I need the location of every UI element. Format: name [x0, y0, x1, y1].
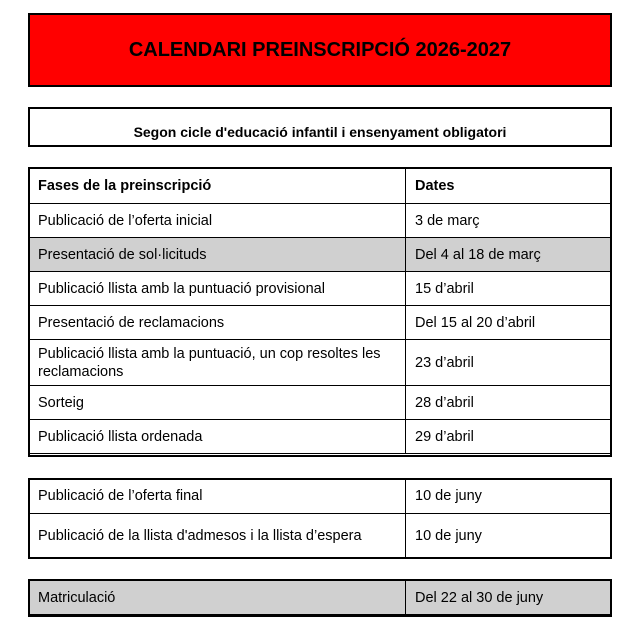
table-row: [29, 204, 612, 238]
header-phases: Fases de la preinscripció: [29, 168, 406, 204]
date-cell: Del 4 al 18 de març: [406, 238, 612, 272]
table-row: [29, 479, 612, 514]
phase-cell: Publicació de l’oferta final: [29, 479, 406, 514]
table-row: [29, 238, 612, 272]
table-header-row: [29, 168, 612, 204]
date-cell: Del 22 al 30 de juny: [406, 580, 612, 617]
date-cell: 29 d’abril: [406, 420, 612, 454]
table-row: [29, 272, 612, 306]
enrollment-table: [28, 579, 612, 617]
date-cell: 10 de juny: [406, 479, 612, 514]
date-cell: Del 15 al 20 d’abril: [406, 306, 612, 340]
final-offer-table: [28, 478, 612, 559]
page-subtitle: Segon cicle d'educació infantil i ensenyament obligatori: [133, 124, 507, 140]
phase-cell: Publicació de l’oferta inicial: [29, 204, 406, 238]
header-dates: Dates: [406, 168, 612, 204]
title-banner: [28, 13, 612, 87]
date-cell: 15 d’abril: [406, 272, 612, 306]
phase-cell: Publicació llista amb la puntuació, un cop resoltes les reclamacions: [29, 340, 406, 386]
phase-cell: Presentació de reclamacions: [29, 306, 406, 340]
phase-cell: Publicació de la llista d'admesos i la llista d’espera: [29, 514, 406, 559]
table-row: [29, 306, 612, 340]
date-cell: 10 de juny: [406, 514, 612, 559]
schedule-table: [28, 167, 612, 454]
phase-cell: Publicació llista ordenada: [29, 420, 406, 454]
date-cell: 3 de març: [406, 204, 612, 238]
phase-cell: Sorteig: [29, 386, 406, 420]
table-row: [29, 580, 612, 617]
date-cell: 28 d’abril: [406, 386, 612, 420]
phase-cell: Presentació de sol·licituds: [29, 238, 406, 272]
subtitle-banner: [28, 107, 612, 147]
table-row: [29, 514, 612, 559]
table-row: [29, 420, 612, 454]
date-cell: 23 d’abril: [406, 340, 612, 386]
page-title: CALENDARI PREINSCRIPCIÓ 2026-2027: [128, 38, 512, 61]
phase-cell: Publicació llista amb la puntuació provisional: [29, 272, 406, 306]
table-row: [29, 340, 612, 386]
table-row: [29, 386, 612, 420]
phase-cell: Matriculació: [29, 580, 406, 617]
